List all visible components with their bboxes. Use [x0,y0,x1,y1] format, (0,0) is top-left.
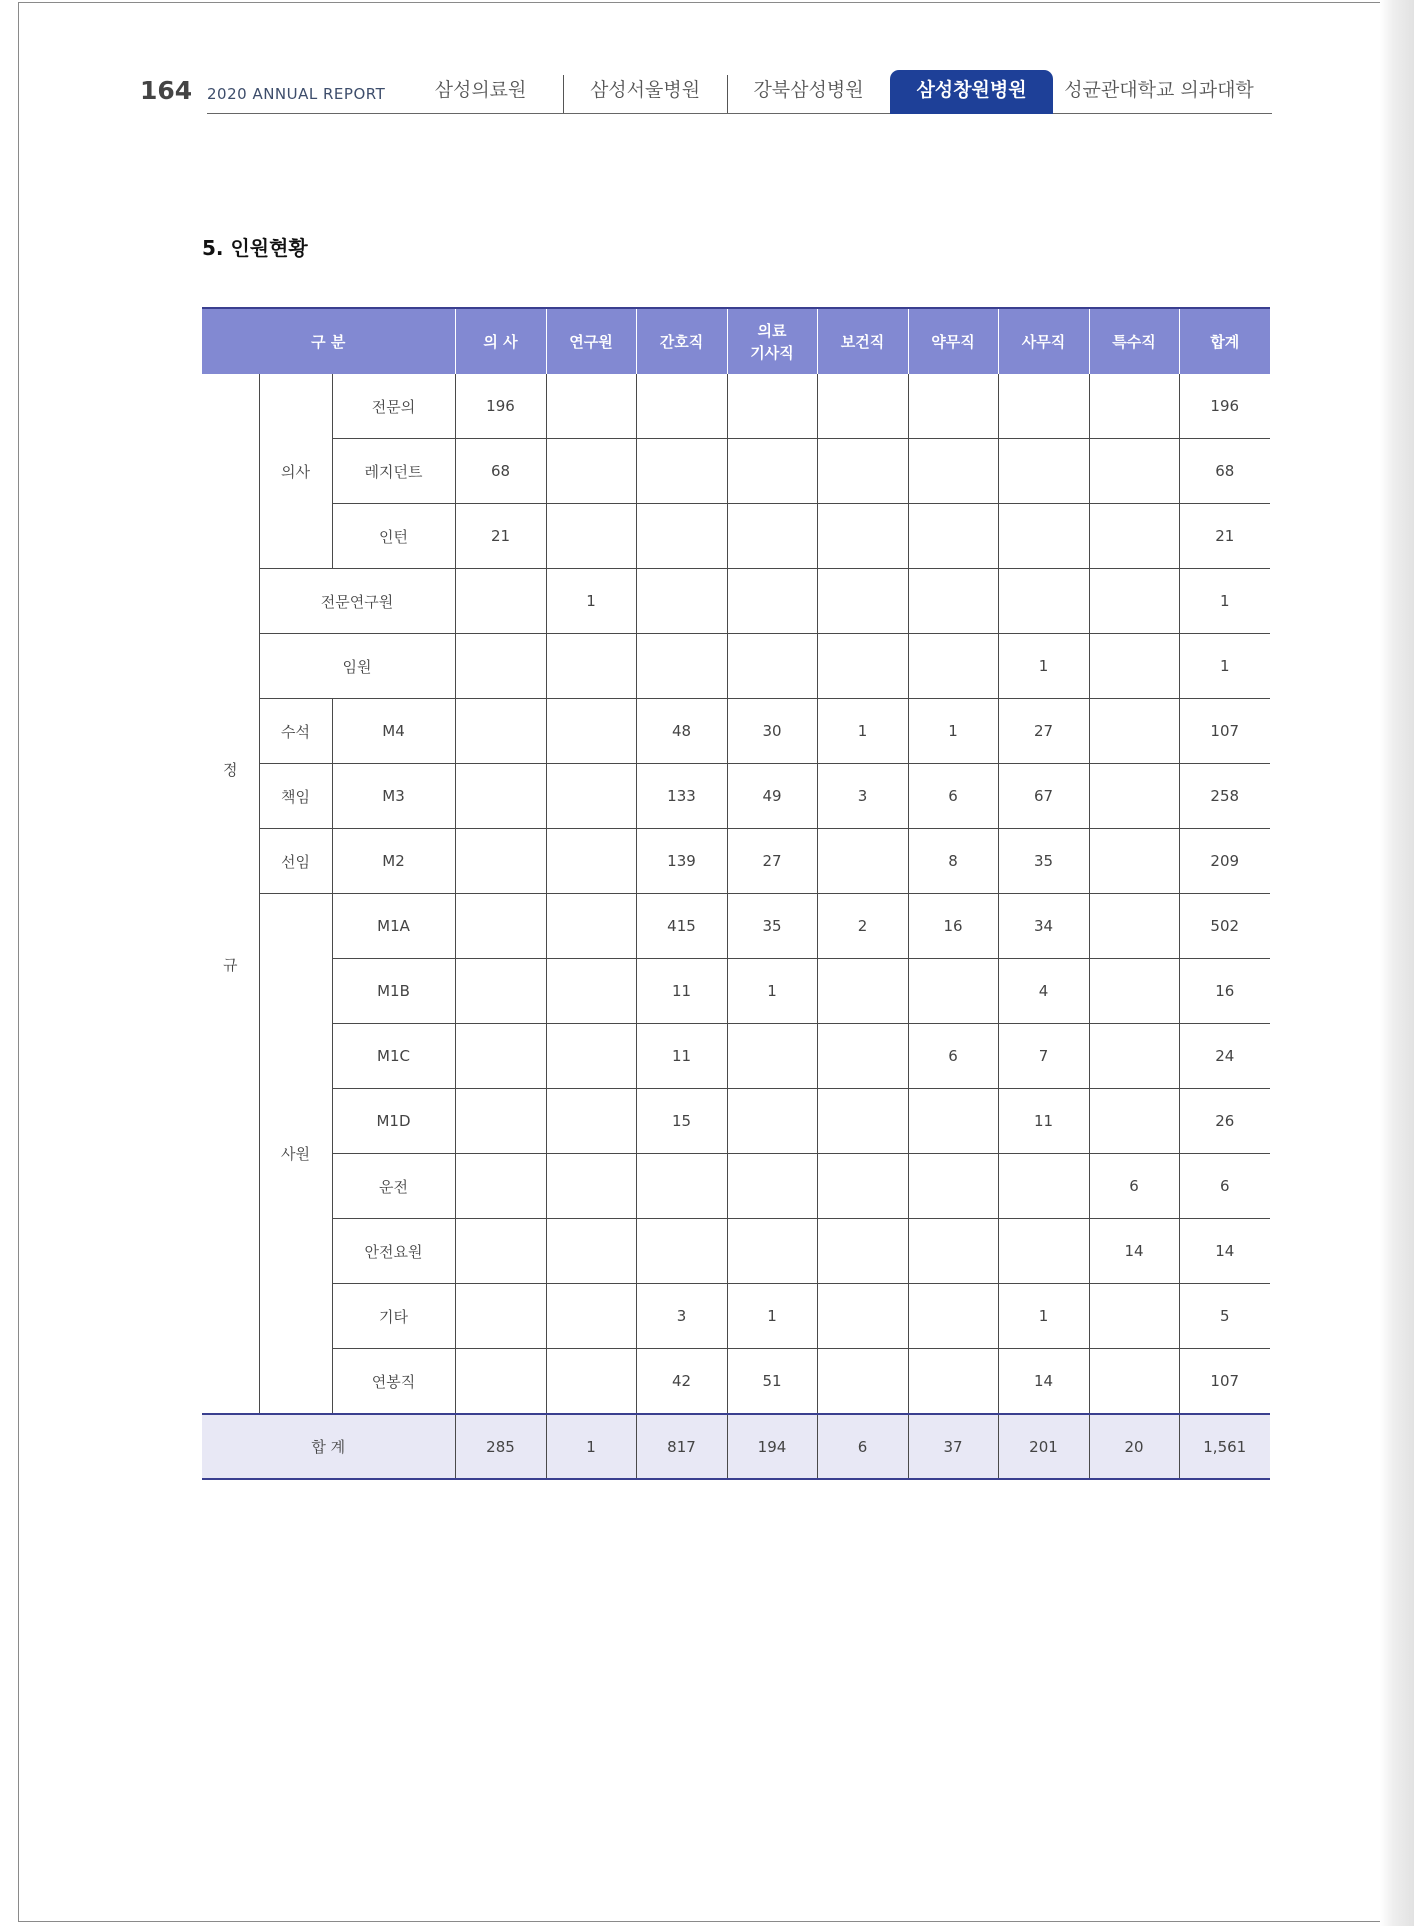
cell [546,959,636,1024]
cell [455,1089,546,1154]
subgroup-doctor: 의사 [259,374,332,569]
cell [908,1219,998,1284]
cell [636,634,727,699]
table-row [202,959,1270,1024]
cell [455,1024,546,1089]
cell [817,1024,908,1089]
cell [546,894,636,959]
cell [998,439,1089,504]
cell: 139 [636,829,727,894]
table-row [202,1284,1270,1349]
row-label: 임원 [259,634,455,699]
section-title: 5. 인원현황 [202,236,308,260]
cell [636,504,727,569]
tab-skku-medical-school[interactable]: 성균관대학교 의과대학 [1064,79,1254,101]
cell [817,959,908,1024]
cell [1089,1089,1179,1154]
total-cell: 201 [998,1414,1089,1479]
cell [1089,374,1179,439]
table-row [202,894,1270,959]
cell [1089,634,1179,699]
cell: 27 [727,829,817,894]
hospital-tabs [398,70,1265,114]
cell: 1 [1179,569,1270,634]
column-header: 보건직 [817,308,908,374]
cell: 27 [998,699,1089,764]
cell: 6 [908,1024,998,1089]
cell [546,1284,636,1349]
cell: 107 [1179,1349,1270,1415]
cell: 14 [1089,1219,1179,1284]
cell [546,634,636,699]
cell [455,1284,546,1349]
group-label-regular [202,374,259,1414]
cell [817,504,908,569]
total-cell: 20 [1089,1414,1179,1479]
cell [908,1284,998,1349]
cell [817,1349,908,1415]
cell: 1 [546,569,636,634]
cell [908,1089,998,1154]
cell [727,1219,817,1284]
cell: 67 [998,764,1089,829]
cell [727,634,817,699]
cell [817,1284,908,1349]
cell [908,1154,998,1219]
cell [1089,764,1179,829]
cell: 11 [636,1024,727,1089]
row-label: M2 [332,829,455,894]
cell [546,1219,636,1284]
total-cell: 817 [636,1414,727,1479]
cell: 3 [817,764,908,829]
total-cell: 285 [455,1414,546,1479]
cell [636,569,727,634]
cell: 4 [998,959,1089,1024]
cell [908,1349,998,1415]
row-label: M1A [332,894,455,959]
table-row [202,1089,1270,1154]
cell [817,829,908,894]
cell: 502 [1179,894,1270,959]
cell: 15 [636,1089,727,1154]
cell: 24 [1179,1024,1270,1089]
subgroup-senior: 선임 [259,829,332,894]
cell [546,1089,636,1154]
cell [636,374,727,439]
row-label: 전문의 [332,374,455,439]
cell: 107 [1179,699,1270,764]
cell [455,1349,546,1415]
table-row [202,764,1270,829]
cell: 6 [908,764,998,829]
subgroup-chief: 책임 [259,764,332,829]
cell: 21 [455,504,546,569]
cell: 6 [1089,1154,1179,1219]
cell [455,764,546,829]
cell: 196 [1179,374,1270,439]
cell: 7 [998,1024,1089,1089]
report-title: 2020 ANNUAL REPORT [207,85,386,103]
cell: 35 [998,829,1089,894]
cell: 11 [636,959,727,1024]
cell [908,374,998,439]
cell [455,1219,546,1284]
table-row [202,634,1270,699]
cell: 21 [1179,504,1270,569]
cell [546,1024,636,1089]
row-label: M1B [332,959,455,1024]
table-row [202,1219,1270,1284]
row-label: 안전요원 [332,1219,455,1284]
row-label: 전문연구원 [259,569,455,634]
cell [1089,439,1179,504]
tab-samsung-seoul-hospital[interactable]: 삼성서울병원 [563,70,727,114]
cell: 1 [727,1284,817,1349]
cell [455,894,546,959]
cell [546,699,636,764]
cell: 16 [908,894,998,959]
cell [546,1349,636,1415]
table-row [202,569,1270,634]
cell [455,1154,546,1219]
cell: 34 [998,894,1089,959]
cell: 14 [1179,1219,1270,1284]
cell: 11 [998,1089,1089,1154]
cell [546,764,636,829]
table-row [202,439,1270,504]
row-label: 인턴 [332,504,455,569]
row-label: 레지던트 [332,439,455,504]
column-header: 합계 [1179,308,1270,374]
total-cell: 37 [908,1414,998,1479]
tab-kangbuk-samsung-hospital[interactable]: 강북삼성병원 [727,70,890,114]
cell: 68 [455,439,546,504]
cell [908,634,998,699]
total-row [202,1414,1270,1479]
table-row [202,699,1270,764]
cell: 16 [1179,959,1270,1024]
column-header: 사무직 [998,308,1089,374]
table-row [202,374,1270,439]
subgroup-staff: 사원 [259,894,332,1415]
cell: 3 [636,1284,727,1349]
cell: 209 [1179,829,1270,894]
column-header: 간호직 [636,308,727,374]
total-cell: 1,561 [1179,1414,1270,1479]
row-label: M4 [332,699,455,764]
group-label-jeong: 정 [223,761,238,779]
column-header: 연구원 [546,308,636,374]
subgroup-senior-chief: 수석 [259,699,332,764]
cell: 1 [1179,634,1270,699]
cell: 1 [998,634,1089,699]
cell [817,374,908,439]
row-label: M3 [332,764,455,829]
cell [455,634,546,699]
cell [1089,569,1179,634]
cell [727,1089,817,1154]
cell [546,829,636,894]
cell [727,439,817,504]
cell: 5 [1179,1284,1270,1349]
cell [727,1154,817,1219]
cell [1089,699,1179,764]
cell [546,439,636,504]
cell [636,439,727,504]
total-cell: 6 [817,1414,908,1479]
table-header-row [202,308,1270,374]
cell [998,374,1089,439]
cell: 14 [998,1349,1089,1415]
cell [1089,1349,1179,1415]
cell [817,1154,908,1219]
cell [817,439,908,504]
cell: 415 [636,894,727,959]
cell [998,1219,1089,1284]
page-number: 164 [140,76,193,105]
cell [636,1219,727,1284]
cell [817,1219,908,1284]
cell: 258 [1179,764,1270,829]
tab-samsung-changwon-hospital[interactable]: 삼성창원병원 [890,70,1053,114]
tab-samsung-medical-center[interactable]: 삼성의료원 [434,79,527,101]
column-header: 약무직 [908,308,998,374]
cell [727,569,817,634]
cell [998,504,1089,569]
category-header: 구 분 [202,308,455,374]
cell [1089,1024,1179,1089]
table-row [202,504,1270,569]
table-row [202,1349,1270,1415]
cell: 68 [1179,439,1270,504]
cell [1089,959,1179,1024]
cell: 8 [908,829,998,894]
cell [455,959,546,1024]
cell: 1 [998,1284,1089,1349]
column-header: 특수직 [1089,308,1179,374]
cell [908,504,998,569]
cell [817,569,908,634]
cell [1089,894,1179,959]
cell [1089,1284,1179,1349]
cell [908,439,998,504]
cell: 26 [1179,1089,1270,1154]
total-cell: 194 [727,1414,817,1479]
cell [1089,829,1179,894]
table-row [202,829,1270,894]
cell [455,699,546,764]
cell [727,374,817,439]
cell [998,569,1089,634]
cell [546,1154,636,1219]
cell [908,569,998,634]
cell [636,1154,727,1219]
page-header [140,70,1272,116]
cell: 51 [727,1349,817,1415]
column-header: 의료 기사직 [727,308,817,374]
cell: 48 [636,699,727,764]
staffing-table [202,307,1270,1480]
total-label: 합 계 [202,1414,455,1479]
cell: 49 [727,764,817,829]
cell: 1 [817,699,908,764]
cell [817,634,908,699]
row-label: M1D [332,1089,455,1154]
cell: 30 [727,699,817,764]
cell [455,829,546,894]
cell: 2 [817,894,908,959]
table-row [202,1154,1270,1219]
row-label: M1C [332,1024,455,1089]
group-label-gyu: 규 [223,956,238,974]
page-edge-shadow [1380,0,1414,1926]
column-header: 의 사 [455,308,546,374]
cell: 133 [636,764,727,829]
cell [727,1024,817,1089]
cell [1089,504,1179,569]
table-row [202,1024,1270,1089]
row-label: 기타 [332,1284,455,1349]
cell: 6 [1179,1154,1270,1219]
cell [455,569,546,634]
cell: 196 [455,374,546,439]
row-label: 운전 [332,1154,455,1219]
cell [817,1089,908,1154]
cell: 35 [727,894,817,959]
cell [727,504,817,569]
cell: 1 [908,699,998,764]
cell: 42 [636,1349,727,1415]
row-label: 연봉직 [332,1349,455,1415]
cell [908,959,998,1024]
cell [998,1154,1089,1219]
cell [546,504,636,569]
total-cell: 1 [546,1414,636,1479]
cell [546,374,636,439]
cell: 1 [727,959,817,1024]
